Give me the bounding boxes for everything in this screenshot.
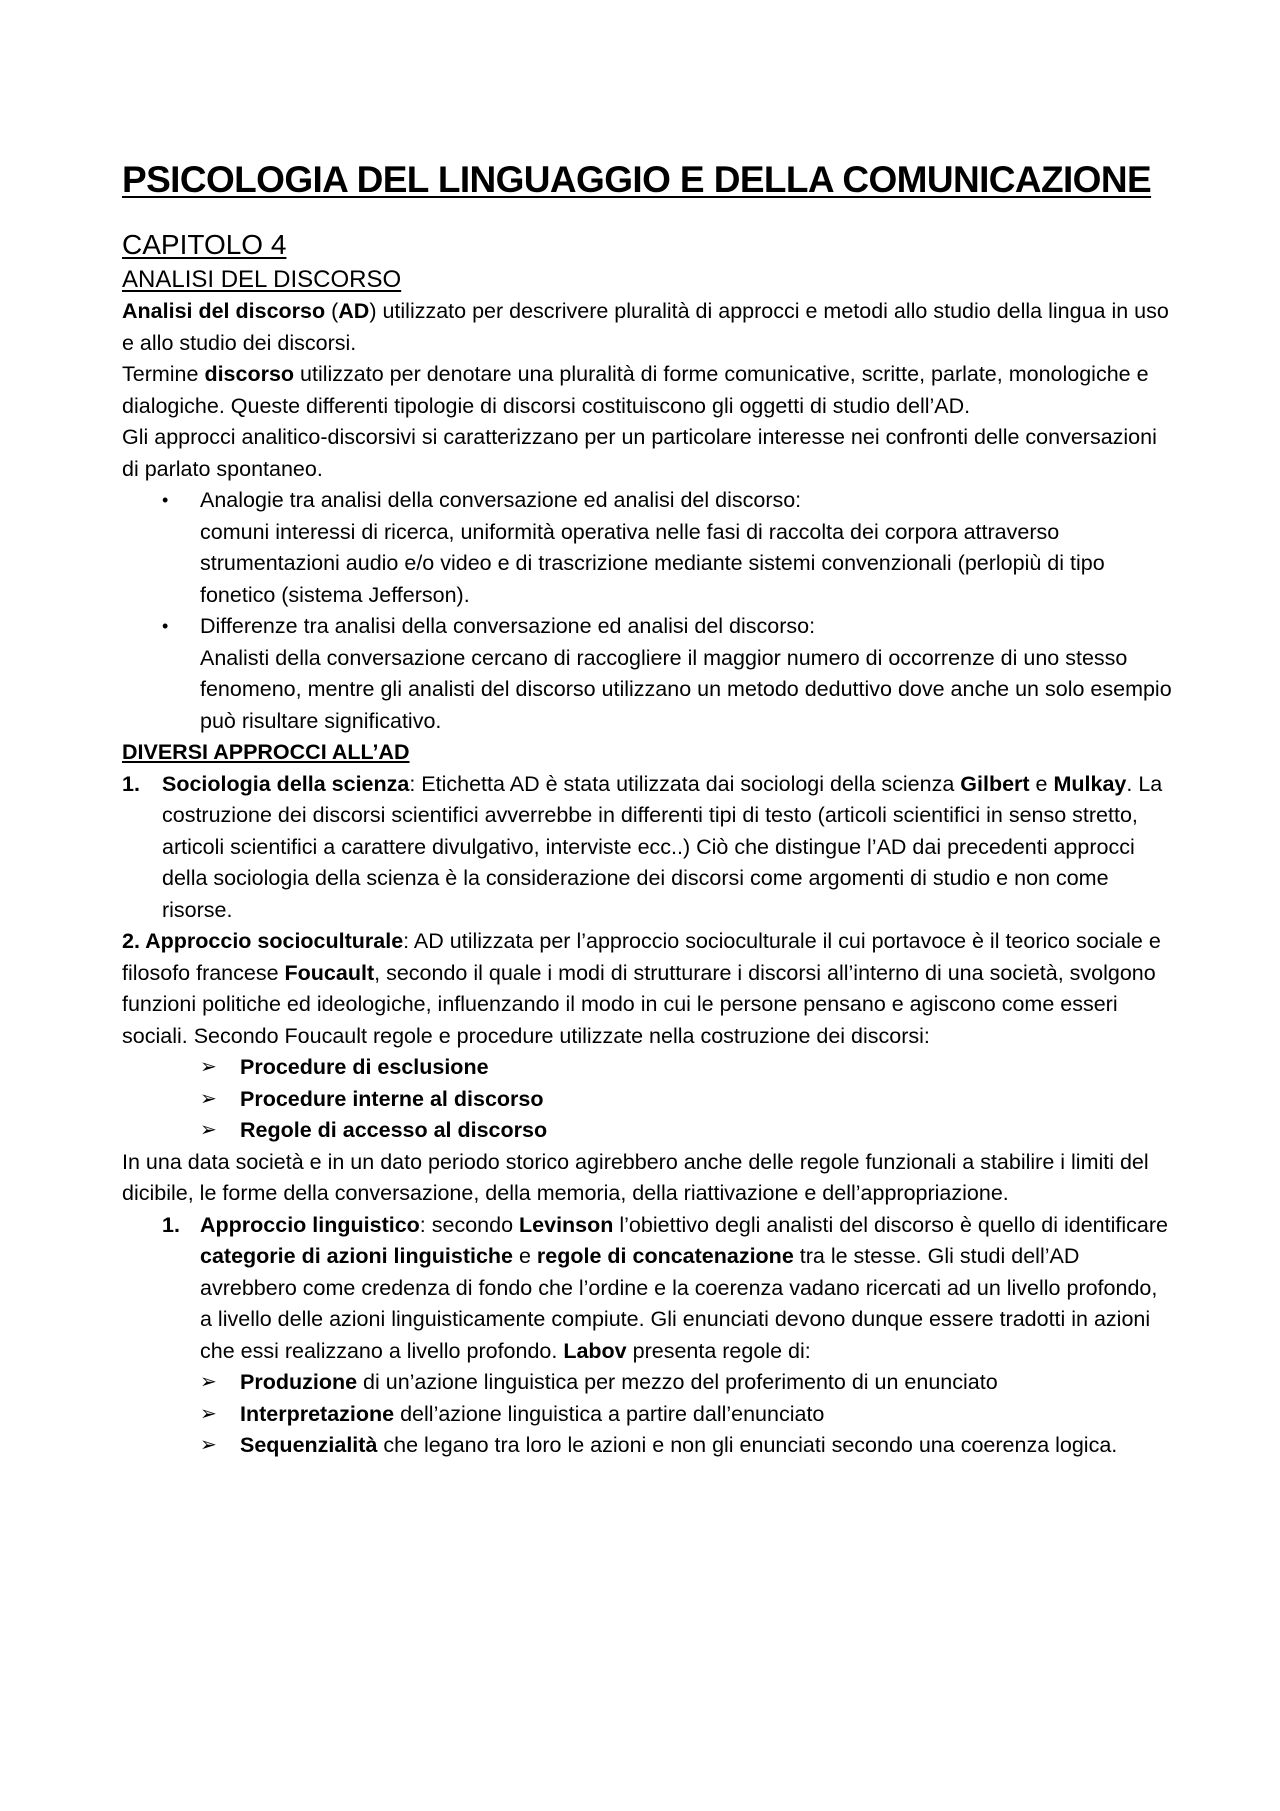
intro-paragraph-3: Gli approcci analitico-discorsivi si caratterizzano per un particolare interesse nei confronti delle conversazioni di parlato spontaneo. xyxy=(122,425,1157,481)
text-run: : AD utilizzata per l’approccio socioculturale il cui portavoce è il teorico sociale e filosofo francese xyxy=(122,929,1161,985)
comparison-list xyxy=(122,485,1172,737)
arrow-bullet-icon: ➢ xyxy=(200,1087,217,1110)
list-item xyxy=(122,1084,1172,1116)
linguistic-approach-list xyxy=(122,1210,1172,1368)
intro-paragraph-2 xyxy=(122,359,1172,422)
arrow-bullet-icon: ➢ xyxy=(200,1119,217,1141)
society-paragraph: In una data società e in un dato periodo storico agirebbero anche delle regole funzionali a stabilire i limiti del dicibile, le forme della conversazione, della memoria, della riattivazione e dell’appropriazione. xyxy=(122,1149,1149,1205)
procedure-label: Procedure di esclusione xyxy=(240,1055,489,1079)
text-run: . La costruzione dei discorsi scientifici avverrebbe in differenti tipi di testo (articoli scientifici in senso stretto, articoli scientifici a carattere divulgativo, interviste ecc..) Ciò che distingue l’AD dai precedenti approcci della sociologia della scienza è la considerazione dei discorsi come argomenti di studio e non come risorse. xyxy=(162,771,1163,922)
term-regole-concatenazione: regole di concatenazione xyxy=(536,1244,794,1268)
text-run: : Etichetta AD è stata utilizzata dai sociologi della scienza xyxy=(409,771,961,796)
arrow-bullet-icon: ➢ xyxy=(200,1434,217,1456)
list-item xyxy=(122,1210,1172,1368)
approaches-heading: DIVERSI APPROCCI ALL’AD xyxy=(122,740,410,764)
term-gilbert: Gilbert xyxy=(960,771,1030,796)
term-levinson: Levinson xyxy=(519,1212,614,1237)
rule-term: Produzione xyxy=(240,1370,358,1394)
bullet-icon: • xyxy=(162,490,169,510)
term-mulkay: Mulkay xyxy=(1053,771,1127,796)
list-number: 1. xyxy=(162,1212,180,1237)
list-item xyxy=(122,611,1172,737)
arrow-bullet-icon: ➢ xyxy=(200,1402,217,1425)
list-item xyxy=(122,769,1172,927)
text-run: l’obiettivo degli analisti del discorso è quello di identificare xyxy=(613,1212,1168,1237)
text-run: : secondo xyxy=(419,1212,520,1237)
list-item-heading: Differenze tra analisi della conversazione ed analisi del discorso: xyxy=(200,614,816,638)
text-run: e xyxy=(1029,771,1054,796)
rule-term: Interpretazione xyxy=(240,1401,395,1426)
document-title: PSICOLOGIA DEL LINGUAGGIO E DELLA COMUNICAZIONE xyxy=(122,159,1152,200)
term-foucault: Foucault xyxy=(284,960,375,985)
rule-text: dell’azione linguistica a partire dall’enunciato xyxy=(394,1401,825,1426)
term-labov: Labov xyxy=(563,1338,627,1363)
term-ad: AD xyxy=(338,299,370,323)
rule-text: di un’azione linguistica per mezzo del proferimento di un enunciato xyxy=(357,1370,998,1394)
text-run: ( xyxy=(325,299,339,323)
list-item xyxy=(122,1052,1172,1084)
text-run: , secondo il quale i modi di strutturare i discorsi all’interno di una società, svolgono funzioni politiche ed ideologiche, influenzando il modo in cui le persone pensano e agiscono come esseri sociali. Secondo Foucault regole e procedure utilizzate nella costruzione dei discorsi: xyxy=(122,960,1156,1048)
term-approccio-socioculturale: 2. Approccio socioculturale xyxy=(122,929,404,953)
approaches-list xyxy=(122,769,1172,927)
section-heading: ANALISI DEL DISCORSO xyxy=(122,266,402,293)
list-item xyxy=(122,1430,1172,1462)
approach-socioculturale-paragraph xyxy=(122,926,1172,1052)
list-item-body: comuni interessi di ricerca, uniformità operativa nelle fasi di raccolta dei corpora attraverso strumentazioni audio e/o video e di trascrizione mediante sistemi convenzionali (perlopiù di tipo fonetico (sistema Jefferson). xyxy=(200,519,1105,607)
procedure-label: Regole di accesso al discorso xyxy=(240,1118,548,1142)
chapter-heading: CAPITOLO 4 xyxy=(122,229,287,260)
arrow-bullet-icon: ➢ xyxy=(200,1056,217,1078)
term-sociologia-della-scienza: Sociologia della scienza xyxy=(162,771,410,796)
list-item xyxy=(122,1367,1172,1399)
list-number: 1. xyxy=(122,771,140,796)
list-item-body: Analisti della conversazione cercano di raccogliere il maggior numero di occorrenze di uno stesso fenomeno, mentre gli analisti del discorso utilizzano un metodo deduttivo dove anche un solo esempio può risultare significativo. xyxy=(200,645,1172,733)
intro-paragraph-1 xyxy=(122,296,1172,359)
text-run: e xyxy=(513,1244,537,1268)
arrow-bullet-icon: ➢ xyxy=(200,1371,217,1393)
list-item xyxy=(122,485,1172,611)
procedures-list xyxy=(122,1052,1172,1147)
procedure-label: Procedure interne al discorso xyxy=(240,1086,544,1111)
list-item-heading: Analogie tra analisi della conversazione ed analisi del discorso: xyxy=(200,488,802,512)
text-run: utilizzato per denotare una pluralità di forme comunicative, scritte, parlate, monologiche e dialogiche. Queste differenti tipologie di discorsi costituiscono gli oggetti di studio dell’AD. xyxy=(122,362,1149,418)
term-categorie-azioni: categorie di azioni linguistiche xyxy=(200,1244,513,1268)
text-run: tra le stesse. Gli studi dell’AD avrebbero come credenza di fondo che l’ordine e la coerenza vadano ricercati ad un livello profondo, a livello delle azioni linguisticamente compiute. Gli enunciati devono dunque essere tradotti in azioni che essi realizzano a livello profondo. xyxy=(200,1244,1158,1363)
list-item xyxy=(122,1115,1172,1147)
rule-term: Sequenzialità xyxy=(240,1433,378,1457)
text-run: ) utilizzato per descrivere pluralità di approcci e metodi allo studio della lingua in uso e allo studio dei discorsi. xyxy=(122,299,1169,355)
text-run: Termine xyxy=(122,362,205,386)
term-approccio-linguistico: Approccio linguistico xyxy=(200,1212,420,1237)
list-item xyxy=(122,1399,1172,1431)
document-page xyxy=(122,0,1172,1462)
term-analisi-del-discorso: Analisi del discorso xyxy=(122,299,326,323)
rule-text: che legano tra loro le azioni e non gli enunciati secondo una coerenza logica. xyxy=(377,1433,1118,1457)
rules-list xyxy=(122,1367,1172,1462)
text-run: presenta regole di: xyxy=(626,1338,811,1363)
term-discorso: discorso xyxy=(204,362,295,386)
bullet-icon: • xyxy=(162,616,169,636)
